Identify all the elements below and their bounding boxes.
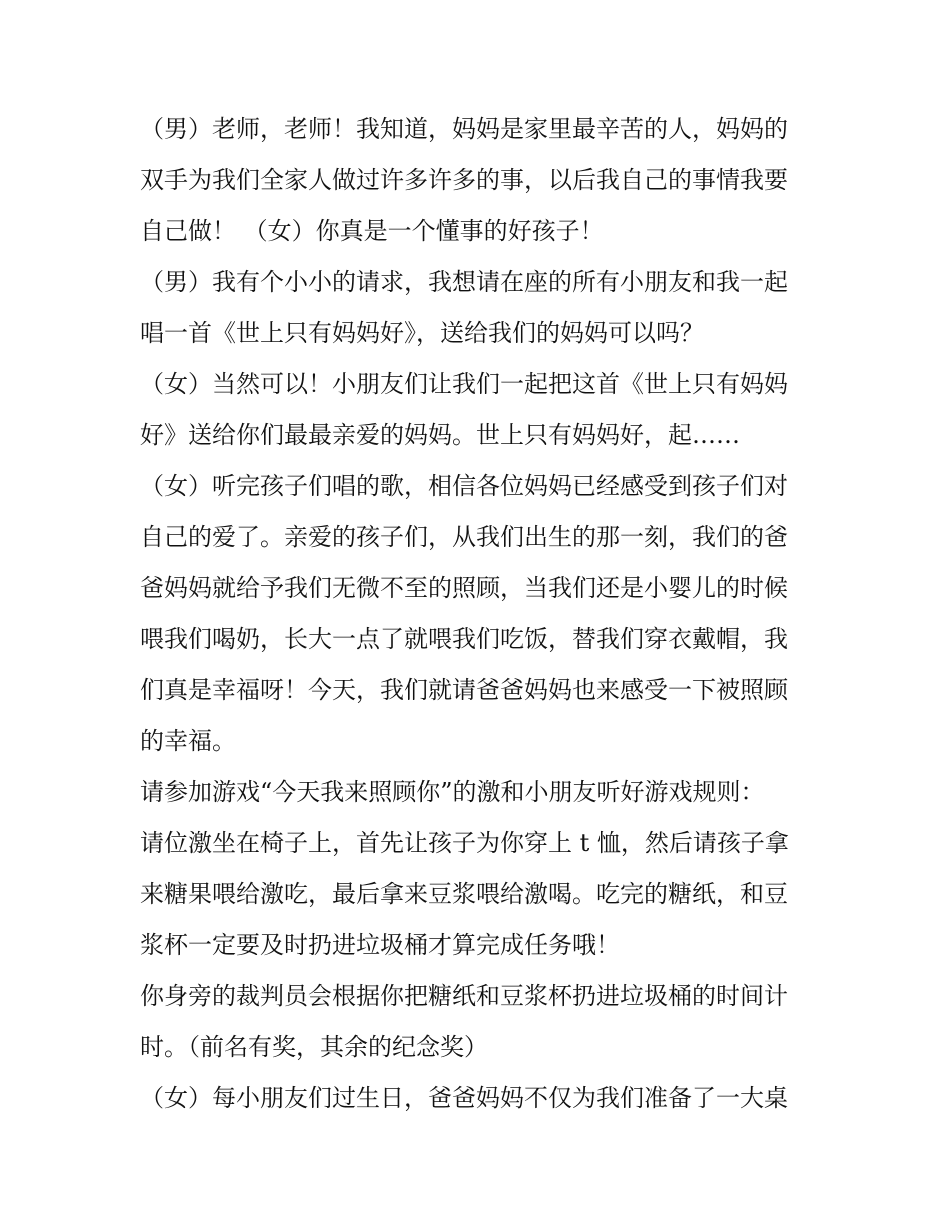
text-line: 自己的爱了。亲爱的孩子们，从我们出生的那一刻，我们的爸: [140, 523, 788, 551]
text-line: （男）我有个小小的请求，我想请在座的所有小朋友和我一起: [140, 268, 788, 296]
text-line: 时。（前名有奖，其余的纪念奖）: [140, 1033, 488, 1061]
text-line: 们真是幸福呀！今天，我们就请爸爸妈妈也来感受一下被照顾: [140, 676, 788, 704]
text-line: （男）老师，老师！我知道，妈妈是家里最辛苦的人，妈妈的: [140, 115, 788, 143]
text-line: 来糖果喂给激吃，最后拿来豆浆喂给激喝。吃完的糖纸，和豆: [140, 880, 788, 908]
text-line: 浆杯一定要及时扔进垃圾桶才算完成任务哦！: [140, 931, 620, 959]
text-line: 好》送给你们最最亲爱的妈妈。世上只有妈妈好，起……: [140, 421, 740, 449]
text-line: 爸妈妈就给予我们无微不至的照顾，当我们还是小婴儿的时候: [140, 574, 788, 602]
text-line: 双手为我们全家人做过许多许多的事，以后我自己的事情我要: [140, 166, 788, 194]
text-line: 自己做！ （女）你真是一个懂事的好孩子！: [140, 217, 604, 245]
text-line: （女）每小朋友们过生日，爸爸妈妈不仅为我们准备了一大桌: [140, 1084, 788, 1112]
text-line: 唱一首《世上只有妈妈好》，送给我们的妈妈可以吗？: [140, 319, 704, 347]
text-line: 请参加游戏“今天我来照顾你”的激和小朋友听好游戏规则：: [140, 778, 765, 806]
text-line: （女）听完孩子们唱的歌，相信各位妈妈已经感受到孩子们对: [140, 472, 788, 500]
text-line: 喂我们喝奶，长大一点了就喂我们吃饭，替我们穿衣戴帽，我: [140, 625, 788, 653]
text-line: 的幸福。: [140, 727, 236, 755]
text-line: （女）当然可以！小朋友们让我们一起把这首《世上只有妈妈: [140, 370, 788, 398]
document-body: [140, 104, 820, 1124]
text-line: 你身旁的裁判员会根据你把糖纸和豆浆杯扔进垃圾桶的时间计: [140, 982, 788, 1010]
text-line: 请位激坐在椅子上，首先让孩子为你穿上 t 恤，然后请孩子拿: [140, 829, 789, 857]
